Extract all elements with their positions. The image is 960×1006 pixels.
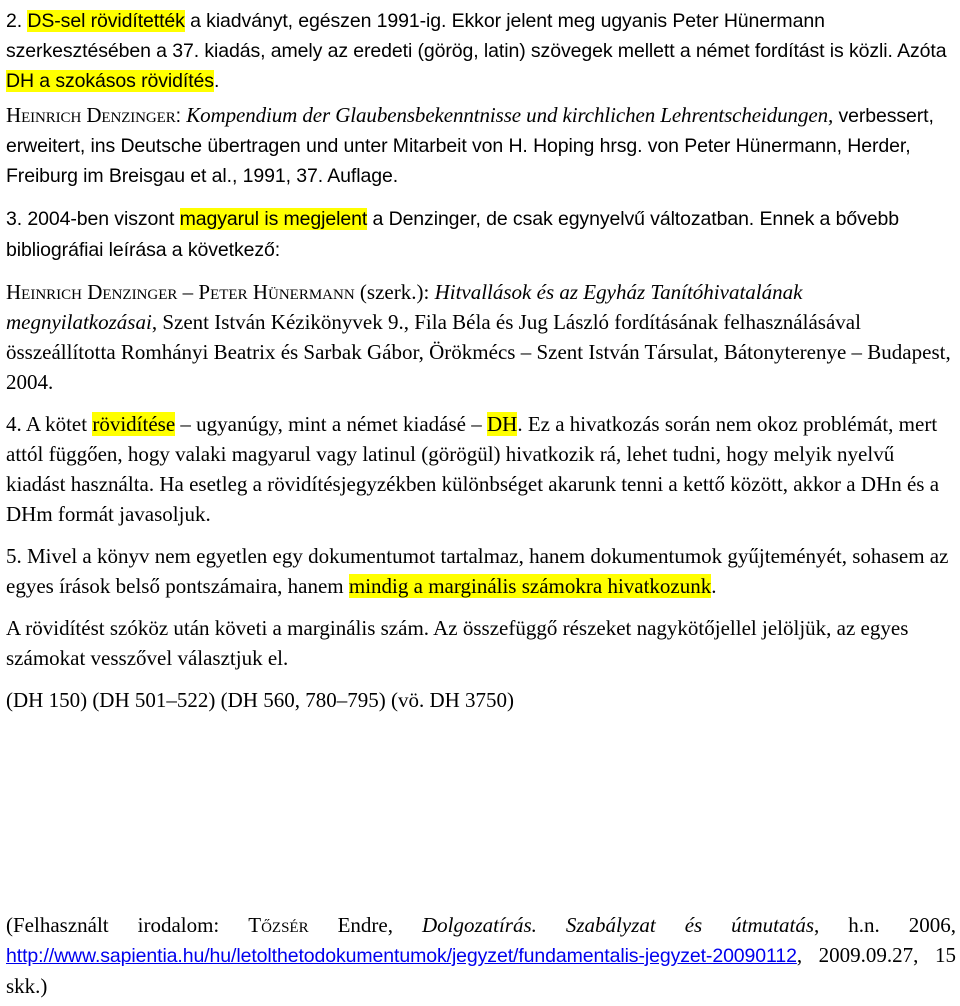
paragraph-text: 3. 2004-ben viszont <box>6 208 180 230</box>
paragraph-text: . <box>711 574 717 598</box>
paragraph-number: 2. <box>6 10 28 32</box>
separator: – <box>177 280 199 304</box>
author-name: Tőzsér <box>248 913 309 937</box>
paragraph-5 <box>6 541 956 601</box>
bibliography-details: , Szent István Kézikönyvek 9., Fila Béla és Jug László fordításának felhasználásával összeállította Romhányi Beatrix és Sarbak Gábor, Örökmécs – Szent István Társulat, Bátonyterenye – Budapest, 2004. <box>6 310 951 394</box>
citation-examples <box>6 685 956 715</box>
paragraph-2 <box>6 6 956 96</box>
paragraph-text: 5. Mivel a könyv nem egyetlen egy dokumentumot tartalmaz, hanem dokumentumok gyűjteményét, sohasem az egyes írások belső pontszámaira, hanem <box>6 544 949 598</box>
bibliography-entry-german <box>6 100 956 191</box>
separator: : <box>175 105 187 127</box>
source-text: , 2009.09.27, 15 skk.) <box>6 943 956 998</box>
paragraph-6 <box>6 613 956 673</box>
author-name: Heinrich Denzinger <box>6 103 176 127</box>
source-text: , h.n. 2006, <box>814 913 956 937</box>
book-title: Kompendium der Glaubensbekenntnisse und kirchlichen Lehrentscheidungen, <box>186 103 834 127</box>
paragraph-text: – ugyanúgy, mint a német kiadásé – <box>175 412 487 436</box>
paragraph-text: a Denzinger, de csak egynyelvű változatban. Ennek a bővebb bibliográfiai leírása a következő: <box>6 208 899 261</box>
book-title: Dolgozatírás. Szabályzat és útmutatás <box>421 913 815 937</box>
paragraph-text: . <box>213 70 220 92</box>
highlight-hungarian-published: magyarul is megjelent <box>179 208 368 230</box>
document-page <box>6 6 956 998</box>
bibliography-entry-hungarian <box>6 277 956 397</box>
paragraph-text: 4. A kötet <box>6 412 93 436</box>
book-title: Hitvallások és az Egyház Tanítóhivatalának megnyilatkozásai <box>6 280 803 334</box>
author-name: Heinrich Denzinger <box>6 280 178 304</box>
highlight-ds-abbreviation: DS-sel rövidítették <box>27 10 185 32</box>
source-note <box>6 910 956 1001</box>
source-text: (Felhasznált irodalom: <box>6 913 249 937</box>
paragraph-text: A rövidítést szóköz után követi a marginális szám. Az összefüggő részeket nagykötőjellel jelöljük, az egyes számokat vesszővel választjuk el. <box>6 616 909 670</box>
highlight-dh-abbreviation: DH a szokásos rövidítés <box>6 70 214 92</box>
highlight-marginal-numbers: mindig a marginális számokra hivatkozunk <box>348 574 712 598</box>
highlight-dh: DH <box>486 412 518 436</box>
bibliography-details: verbessert, erweitert, ins Deutsche übertragen und unter Mitarbeit von H. Hoping hrsg. von Peter Hünermann, Herder, Freiburg im Breisgau et al., 1991, 37. Auflage. <box>6 105 934 187</box>
paragraph-text: (DH 150) (DH 501–522) (DH 560, 780–795) (vö. DH 3750) <box>6 688 515 712</box>
paragraph-4 <box>6 409 956 529</box>
highlight-abbreviation: rövidítése <box>92 412 176 436</box>
paragraph-text: . Ez a hivatkozás során nem okoz problémát, mert attól függően, hogy valaki magyarul vagy latinul (görögül) hivatkozik rá, lehet tudni, hogy melyik nyelvű kiadást használta. Ha esetleg a rövidítésjegyzékben különbséget akarunk tenni a kettő között, akkor a DHn és a DHm formát javasoljuk. <box>6 412 940 526</box>
source-link[interactable]: http://www.sapientia.hu/hu/letolthetodokumentumok/jegyzet/fundamentalis-jegyzet-20090112 <box>6 945 797 967</box>
author-name: Peter Hünermann <box>198 280 355 304</box>
paragraph-text: a kiadványt, egészen 1991-ig. Ekkor jelent meg ugyanis Peter Hünermann szerkesztésében a 37. kiadás, amely az eredeti (görög, latin) szövegek mellett a német fordítást is közli. Azóta <box>6 10 947 62</box>
editor-marker: (szerk.): <box>354 280 435 304</box>
source-text: Endre, <box>308 913 422 937</box>
paragraph-3 <box>6 203 956 265</box>
